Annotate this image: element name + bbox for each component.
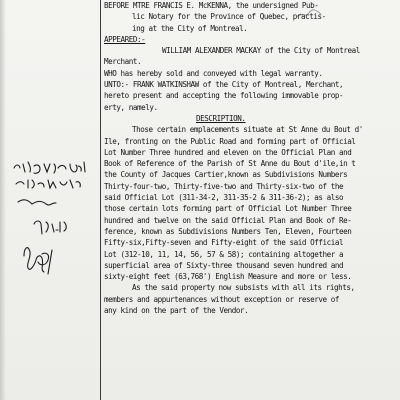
document-line: said Official Lot (311-34-2, 311-35-2 & 311-36-2); as also [104, 193, 344, 203]
document-line: superficial area of Sixty-three thousand seven hundred and [104, 260, 344, 270]
document-line: DESCRIPTION. [196, 113, 246, 123]
document-line: Fifty-six,Fifty-seven and Fifty-eight of the said Official [104, 238, 344, 248]
document-line: those certain lots forming part of Official Lot Number Three [104, 204, 352, 214]
document-line: BEFORE MTRE FRANCIS E. McKENNA, the undersigned Pub- [104, 1, 319, 10]
document-line: Book of Reference of the Parish of St Anne du Bout d'ile,in t [104, 159, 356, 169]
document-line: ing at the City of Montreal. [132, 23, 248, 33]
document-line: the County of Jacques Cartier,known as Subdivisions Numbers [104, 170, 348, 180]
document-line: hundred and twelve on the said Official Plan and Book of Re- [104, 215, 352, 225]
document-line: members and appurtenances without exception or reserve of [104, 294, 339, 304]
document-line: Those certain emplacements situate at St Anne du Bout d' [132, 125, 363, 135]
document-line: lic Notary for the Province of Quebec, practis- [132, 12, 326, 22]
document-line: ference, known as Subdivisions Numbers Ten, Eleven, Fourteen [104, 226, 352, 236]
document-line: any kind on the part of the Vendor. [104, 306, 249, 316]
document-line: APPEARED:- [104, 34, 146, 44]
document-line: erty, namely. [104, 102, 158, 112]
document-line: WHO has hereby sold and conveyed with legal warranty. [104, 68, 323, 78]
document-line: As the said property now subsists with all its rights, [132, 283, 355, 293]
document-line: WILLIAM ALEXANDER MACKAY of the City of Montreal [162, 46, 360, 56]
handwritten-margin-note [4, 150, 96, 330]
deed-text-body [104, 0, 396, 316]
document-line: UNTO:- FRANK WATKINSHAW of the City of Montreal, Merchant, [104, 80, 344, 90]
document-line: Ile, fronting on the Public Road and forming part of Official [104, 136, 356, 146]
document-line: hereto present and accepting the following immovable prop- [104, 91, 344, 101]
margin-rule [100, 0, 101, 400]
document-line: sixty-eight feet (63,768') English Measure and more or less. [104, 272, 352, 282]
document-line: Lot Number Three hundred and eleven on the Official Plan and [104, 147, 352, 157]
document-line: Thirty-four-two, Thirty-five-two and Thirty-six-two of the [104, 181, 344, 191]
document-line: Lot (312-10, 11, 14, 56, 57 & 58); containing altogether a [104, 249, 344, 259]
handwritten-signature-icon [4, 150, 96, 330]
document-line: Merchant. [104, 57, 142, 67]
